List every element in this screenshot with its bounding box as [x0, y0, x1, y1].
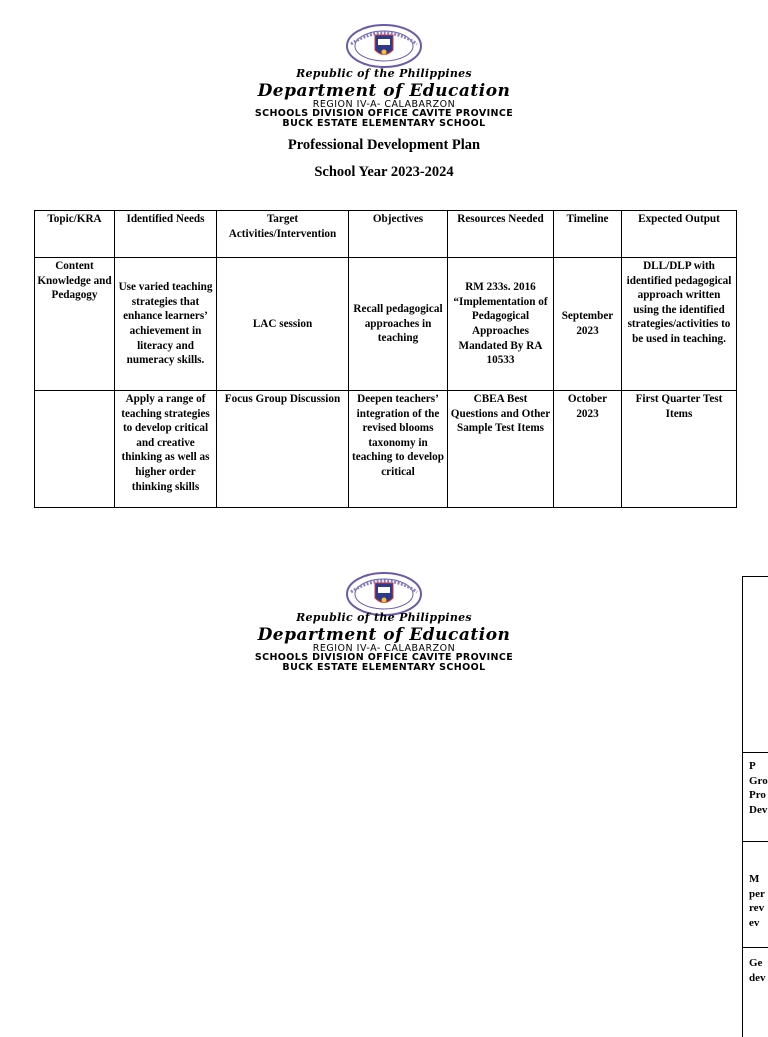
- side-cell-text: per: [749, 887, 765, 900]
- cell-activities: Focus Group Discussion: [217, 391, 349, 508]
- clipped-side-table: [742, 576, 768, 1037]
- deped-seal-icon: [345, 24, 423, 68]
- header-topic: Topic/KRA: [35, 211, 115, 258]
- region-heading: REGION IV-A- CALABARZON: [312, 99, 456, 110]
- side-cell-text: Pro: [749, 789, 766, 801]
- school-year: School Year 2023-2024: [314, 164, 454, 180]
- division-heading: SCHOOLS DIVISION OFFICE CAVITE PROVINCE: [254, 652, 514, 663]
- header-target-activities: Target Activities/Intervention: [217, 211, 349, 258]
- division-heading: SCHOOLS DIVISION OFFICE CAVITE PROVINCE: [254, 108, 514, 119]
- side-cell-text: M: [749, 873, 760, 885]
- table-row: [35, 391, 737, 508]
- cell-activities: LAC session: [217, 258, 349, 391]
- republic-heading: Republic of the Philippines: [296, 67, 472, 80]
- school-heading: BUCK ESTATE ELEMENTARY SCHOOL: [282, 662, 486, 673]
- cell-resources: CBEA Best Questions and Other Sample Test Items: [448, 391, 554, 508]
- professional-development-plan-table: [34, 210, 737, 508]
- side-table-cell: [743, 753, 768, 842]
- school-heading: BUCK ESTATE ELEMENTARY SCHOOL: [282, 118, 486, 129]
- region-heading: REGION IV-A- CALABARZON: [312, 643, 456, 654]
- side-cell-text: P: [749, 760, 756, 772]
- header-identified-needs: Identified Needs: [115, 211, 217, 258]
- side-table-cell: [743, 577, 768, 753]
- header-timeline: Timeline: [554, 211, 622, 258]
- cell-objectives: Recall pedagogical approaches in teaching: [349, 258, 448, 391]
- table-row: [35, 258, 737, 391]
- republic-heading: Republic of the Philippines: [296, 611, 472, 624]
- side-cell-text: rev: [749, 902, 765, 914]
- side-cell-text: Gro: [749, 774, 768, 787]
- header-objectives: Objectives: [349, 211, 448, 258]
- deped-seal-icon: [345, 572, 423, 616]
- cell-output: First Quarter Test Items: [622, 391, 737, 508]
- department-heading: Department of Education: [257, 625, 511, 645]
- side-table-cell: [743, 842, 768, 948]
- cell-topic: Content Knowledge and Pedagogy: [35, 258, 115, 391]
- document-page-2: [0, 560, 768, 1024]
- side-cell-text: Ge: [749, 957, 763, 969]
- cell-resources: RM 233s. 2016 “Implementation of Pedagogical Approaches Mandated By RA 10533: [448, 258, 554, 391]
- cell-objectives: Deepen teachers’ integration of the revised blooms taxonomy in teaching to develop critical: [349, 391, 448, 508]
- department-heading: Department of Education: [257, 81, 511, 101]
- header-expected-output: Expected Output: [622, 211, 737, 258]
- cell-needs: Use varied teaching strategies that enhance learners’ achievement in literacy and numeracy skills.: [115, 258, 217, 391]
- cell-timeline: September 2023: [554, 258, 622, 391]
- cell-timeline: October 2023: [554, 391, 622, 508]
- document-title: Professional Development Plan: [287, 137, 481, 153]
- side-cell-text: Dev: [749, 803, 768, 816]
- table-header-row: [35, 211, 737, 258]
- cell-needs: Apply a range of teaching strategies to develop critical and creative thinking as well as higher order thinking skills: [115, 391, 217, 508]
- header-resources: Resources Needed: [448, 211, 554, 258]
- side-cell-text: ev: [749, 916, 760, 929]
- cell-topic: [35, 391, 115, 508]
- side-cell-text: dev: [749, 971, 766, 984]
- cell-output: DLL/DLP with identified pedagogical approach written using the identified strategies/activities to be used in teaching.: [622, 258, 737, 391]
